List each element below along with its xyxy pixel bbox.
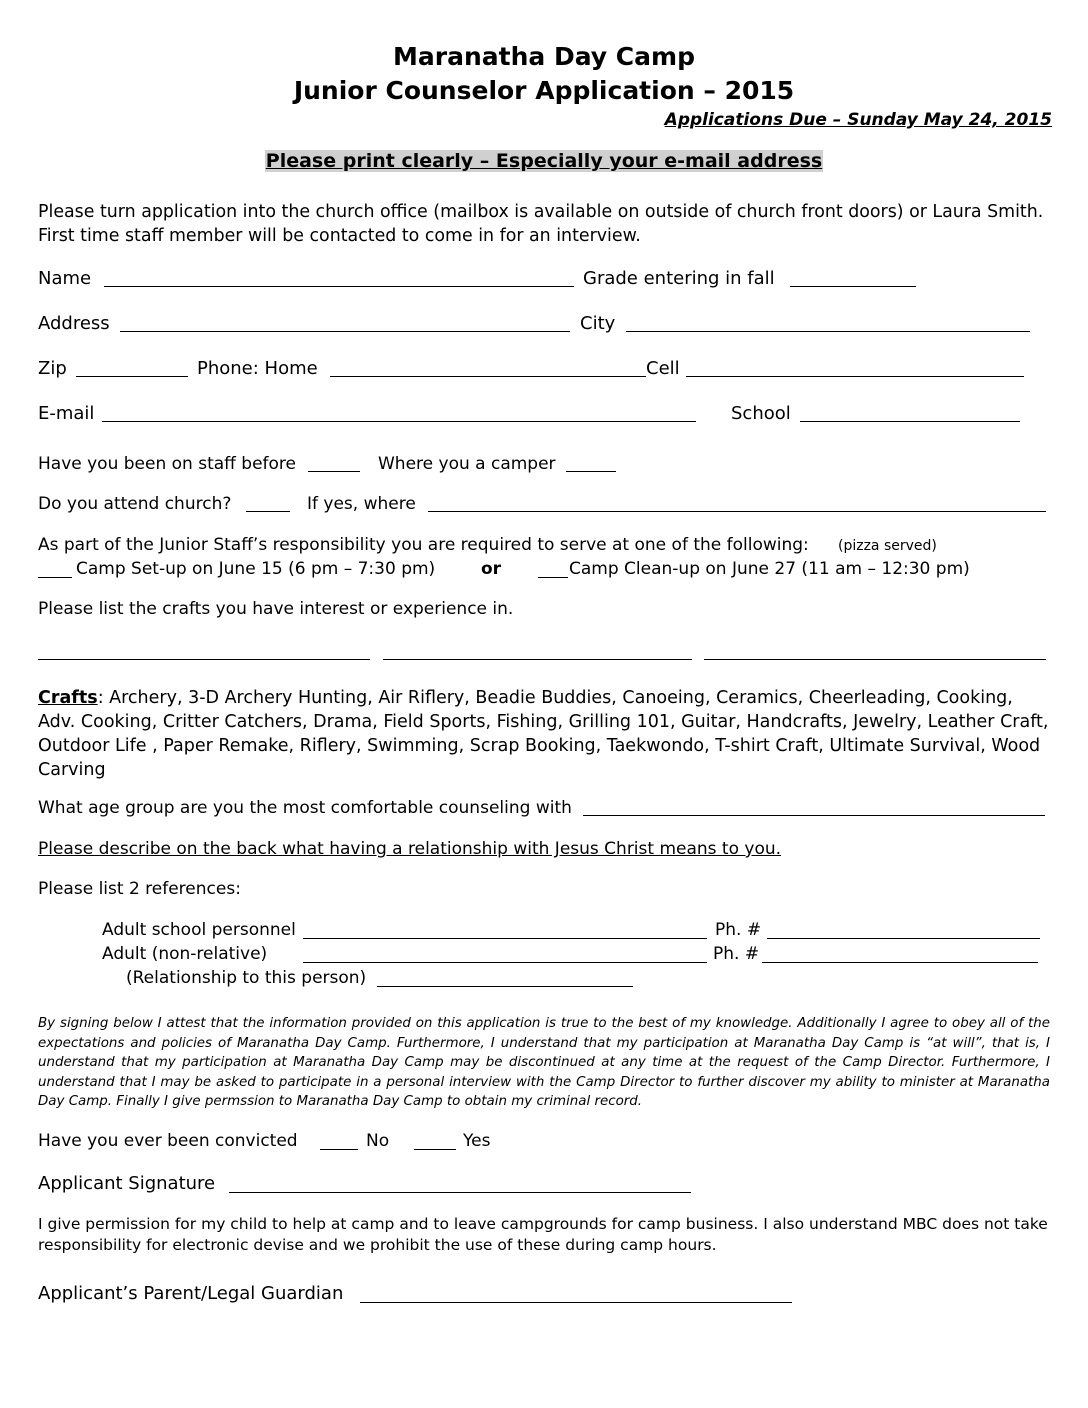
permission-statement: I give permission for my child to help at camp and to leave campgrounds for camp business. I also understand MBC does not take responsibility for electronic devise and we prohibit the use of these during camp hours.	[38, 1215, 1048, 1254]
staff-before-label: Have you been on staff before	[38, 454, 296, 474]
phone-home-field[interactable]	[330, 376, 646, 377]
crafts-prompt: Please list the crafts you have interest or experience in.	[38, 599, 514, 619]
form-title: Maranatha Day Camp	[393, 42, 695, 71]
ref-ph1-field[interactable]	[767, 938, 1040, 939]
craft-field-2[interactable]	[383, 659, 692, 660]
print-note: Please print clearly – Especially your e-mail address	[265, 150, 823, 172]
zip-field[interactable]	[76, 376, 188, 377]
ref-nonrel-label: Adult (non-relative)	[102, 944, 268, 964]
convicted-no-field[interactable]	[320, 1149, 358, 1150]
age-group-field[interactable]	[583, 815, 1045, 816]
references-intro: Please list 2 references:	[38, 879, 241, 899]
convicted-yes-label: Yes	[463, 1131, 491, 1151]
ref-relationship-label: (Relationship to this person)	[126, 968, 367, 988]
grade-field[interactable]	[790, 286, 916, 287]
or-label: or	[481, 559, 502, 579]
legal-statement: By signing below I attest that the information provided on this application is true to the best of my knowledge. Additionally I agree to obey all of the expectations and policies of Maranatha Day Camp. Furthermore, I understand that my participation at Maranatha Day Camp is “at will”, that is, I understand that my participation at Maranatha Day Camp may be discontinued at any time at the request of the Camp Director. Furthermore, I understand that I may be asked to participate in a personal interview with the Camp Director to further discover my ability to minister at Maranatha Day Camp. Finally I give permssion to Maranatha Day Camp to obtain my criminal record.	[38, 1016, 1050, 1109]
city-field[interactable]	[626, 331, 1030, 332]
grade-label: Grade entering in fall	[583, 268, 775, 289]
guardian-signature-field[interactable]	[360, 1302, 792, 1303]
craft-field-3[interactable]	[704, 659, 1046, 660]
ref-school-label: Adult school personnel	[102, 920, 296, 940]
crafts-label: Crafts	[38, 688, 98, 708]
church-label: Do you attend church?	[38, 494, 232, 514]
ref-ph2-field[interactable]	[762, 962, 1038, 963]
craft-field-1[interactable]	[38, 659, 370, 660]
zip-label: Zip	[38, 358, 67, 379]
school-field[interactable]	[800, 421, 1020, 422]
school-label: School	[731, 403, 791, 424]
church-field[interactable]	[246, 511, 290, 512]
convicted-no-label: No	[366, 1131, 390, 1151]
setup-check-field[interactable]	[38, 577, 72, 578]
setup-option: Camp Set-up on June 15 (6 pm – 7:30 pm)	[76, 559, 436, 579]
ref-relationship-field[interactable]	[377, 986, 633, 987]
city-label: City	[580, 313, 616, 334]
cleanup-check-field[interactable]	[538, 577, 568, 578]
email-label: E-mail	[38, 403, 95, 424]
convicted-yes-field[interactable]	[414, 1149, 456, 1150]
name-field[interactable]	[104, 286, 574, 287]
cleanup-option: Camp Clean-up on June 27 (11 am – 12:30 pm)	[569, 559, 970, 579]
phone-home-label: Phone: Home	[197, 358, 318, 379]
cell-field[interactable]	[686, 376, 1024, 377]
instructions-line1: Please turn application into the church office (mailbox is available on outside of church front doors) or Laura Smith.	[38, 202, 1044, 222]
ref-school-field[interactable]	[303, 938, 707, 939]
service-intro: As part of the Junior Staff’s responsibility you are required to serve at one of the following:	[38, 535, 809, 555]
pizza-note: (pizza served)	[838, 538, 937, 554]
convicted-label: Have you ever been convicted	[38, 1131, 298, 1151]
staff-before-field[interactable]	[308, 471, 360, 472]
camper-field[interactable]	[566, 471, 616, 472]
address-label: Address	[38, 313, 110, 334]
church-where-field[interactable]	[428, 511, 1046, 512]
describe-note: Please describe on the back what having a relationship with Jesus Christ means to you.	[38, 839, 782, 859]
ref-ph2-label: Ph. #	[713, 944, 760, 964]
signature-label: Applicant Signature	[38, 1173, 216, 1194]
church-where-label: If yes, where	[307, 494, 416, 514]
guardian-label: Applicant’s Parent/Legal Guardian	[38, 1283, 344, 1304]
name-label: Name	[38, 268, 92, 289]
camper-label: Where you a camper	[378, 454, 556, 474]
age-group-label: What age group are you the most comfortable counseling with	[38, 798, 572, 818]
address-field[interactable]	[120, 331, 570, 332]
instructions-line2: First time staff member will be contacted to come in for an interview.	[38, 226, 641, 246]
cell-label: Cell	[646, 358, 680, 379]
form-subtitle: Junior Counselor Application – 2015	[293, 76, 795, 105]
due-date: Applications Due – Sunday May 24, 2015	[664, 110, 1052, 130]
ref-ph1-label: Ph. #	[715, 920, 762, 940]
email-field[interactable]	[102, 421, 696, 422]
crafts-list	[38, 686, 1050, 782]
ref-nonrel-field[interactable]	[303, 962, 707, 963]
crafts-items: : Archery, 3-D Archery Hunting, Air Riflery, Beadie Buddies, Canoeing, Ceramics, Cheerleading, Cooking, Adv. Cooking, Critter Catchers, Drama, Field Sports, Fishing, Grilling 101, Guitar, Handcrafts, Jewelry, Leather Craft, Outdoor Life , Paper Remake, Riflery, Swimming, Scrap Booking, Taekwondo, T-shirt Craft, Ultimate Survival, Wood Carving	[38, 688, 1049, 780]
signature-field[interactable]	[229, 1192, 691, 1193]
